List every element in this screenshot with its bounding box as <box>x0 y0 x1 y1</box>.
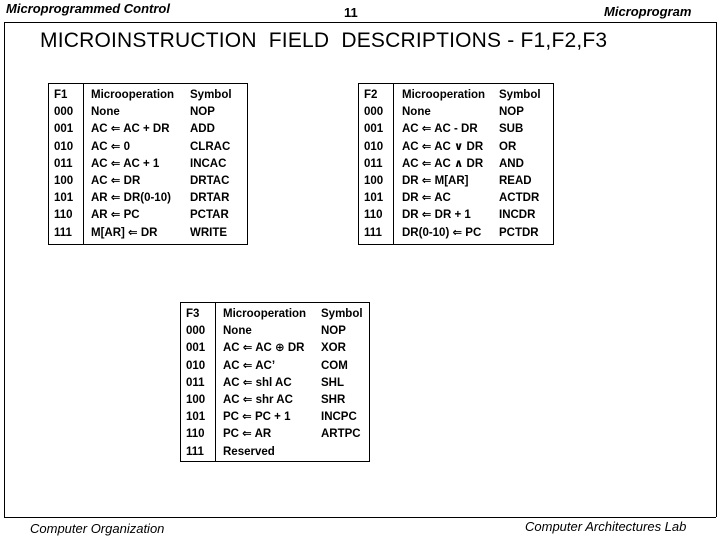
f2-microoperation: DR ⇐ DR + 1 <box>402 209 471 222</box>
f3-symbol: COM <box>321 359 348 372</box>
f2-microoperation: AC ⇐ AC ∧ DR <box>402 157 484 170</box>
f3-code: 111 <box>186 445 204 458</box>
f1-symbol: CLRAC <box>190 140 231 153</box>
f3-symbol: SHL <box>321 376 344 389</box>
f1-symbol-column <box>190 84 232 242</box>
footer-course-name: Computer Organization <box>30 521 165 536</box>
f2-symbol: SUB <box>499 123 524 136</box>
f1-code: 011 <box>54 157 73 170</box>
f2-code: 001 <box>364 123 384 136</box>
f1-symbol: WRITE <box>190 226 228 239</box>
f3-symbol: XOR <box>321 342 346 355</box>
f2-code: 000 <box>364 106 384 119</box>
f3-symbol: SHR <box>321 393 346 406</box>
f2-microoperation: DR ⇐ M[AR] <box>402 174 469 187</box>
header-course-title: Microprogrammed Control <box>6 1 170 16</box>
f2-code: 101 <box>364 192 384 205</box>
f2-symbol: READ <box>499 174 532 187</box>
f1-symbol-header: Symbol <box>190 89 232 101</box>
f1-microoperation: AC ⇐ AC + 1 <box>91 157 160 170</box>
frame-left-border <box>4 22 5 517</box>
footer-divider <box>4 517 716 518</box>
f3-code: 010 <box>186 359 206 372</box>
f2-code: 100 <box>364 174 384 187</box>
f1-microoperation: AR ⇐ PC <box>91 209 140 222</box>
f1-code-column <box>49 84 84 244</box>
f3-microoperation: None <box>223 325 252 338</box>
f3-microoperation: PC ⇐ PC + 1 <box>223 411 291 424</box>
f3-table <box>180 302 370 462</box>
f2-code-header: F2 <box>364 89 378 101</box>
f3-code-column <box>181 303 216 461</box>
f1-code: 001 <box>54 123 74 136</box>
f1-code: 100 <box>54 174 74 187</box>
page-number: 11 <box>344 5 358 20</box>
f3-code-header: F3 <box>186 308 200 320</box>
f1-code: 010 <box>54 140 74 153</box>
f3-microoperation: Reserved <box>223 445 275 458</box>
f1-code: 000 <box>54 106 74 119</box>
f3-code: 001 <box>186 342 206 355</box>
f1-microoperation-header: Microoperation <box>91 89 175 101</box>
f1-symbol: DRTAC <box>190 174 230 187</box>
f1-symbol: PCTAR <box>190 209 229 222</box>
f2-symbol-header: Symbol <box>499 89 541 101</box>
f3-symbol: NOP <box>321 325 346 338</box>
f2-symbol: OR <box>499 140 517 153</box>
f3-symbol <box>321 444 363 461</box>
f1-code: 110 <box>54 209 73 222</box>
f3-microoperation: AC ⇐ AC’ <box>223 359 276 372</box>
f1-microoperation-column <box>91 84 174 242</box>
f2-symbol: AND <box>499 157 524 170</box>
header-divider <box>4 22 716 23</box>
footer-lab-name: Computer Architectures Lab <box>525 519 687 534</box>
f2-microoperation: None <box>402 106 431 119</box>
f2-symbol: NOP <box>499 106 524 119</box>
f3-microoperation: PC ⇐ AR <box>223 428 272 441</box>
f3-code: 011 <box>186 376 205 389</box>
f1-microoperation: AC ⇐ 0 <box>91 140 131 153</box>
f2-code: 011 <box>364 157 383 170</box>
f3-symbol-column <box>321 303 363 461</box>
f2-code-column <box>359 84 394 244</box>
f3-microoperation-column <box>223 303 306 461</box>
f3-microoperation: AC ⇐ shl AC <box>223 376 292 389</box>
f1-code-header: F1 <box>54 89 68 101</box>
f3-code: 101 <box>186 411 206 424</box>
frame-right-border <box>716 22 717 517</box>
f2-microoperation-column <box>402 84 485 242</box>
f2-code: 110 <box>364 209 383 222</box>
f2-microoperation: DR ⇐ AC <box>402 192 451 205</box>
slide-title: MICROINSTRUCTION FIELD DESCRIPTIONS - F1,F2,F3 <box>40 29 608 52</box>
f1-symbol: ADD <box>190 123 215 136</box>
f2-table <box>358 83 554 245</box>
f1-code: 111 <box>54 226 72 239</box>
f2-symbol: ACTDR <box>499 192 540 205</box>
f1-symbol: INCAC <box>190 157 227 170</box>
f2-code: 010 <box>364 140 384 153</box>
f2-code: 111 <box>364 226 382 239</box>
f1-symbol: NOP <box>190 106 215 119</box>
f3-microoperation: AC ⇐ shr AC <box>223 393 293 406</box>
f3-symbol: INCPC <box>321 411 357 424</box>
f1-table <box>48 83 248 245</box>
f2-symbol: PCTDR <box>499 226 539 239</box>
f3-microoperation-header: Microoperation <box>223 308 307 320</box>
f3-symbol-header: Symbol <box>321 308 363 320</box>
f3-code: 110 <box>186 428 205 441</box>
f1-microoperation: None <box>91 106 120 119</box>
f2-microoperation: AC ⇐ AC - DR <box>402 123 478 136</box>
f2-symbol-column <box>499 84 541 242</box>
f2-microoperation-header: Microoperation <box>402 89 486 101</box>
f2-microoperation: DR(0-10) ⇐ PC <box>402 226 482 239</box>
f3-code: 000 <box>186 325 206 338</box>
f1-code: 101 <box>54 192 74 205</box>
f2-symbol: INCDR <box>499 209 536 222</box>
f3-code: 100 <box>186 393 206 406</box>
f1-microoperation: M[AR] ⇐ DR <box>91 226 158 239</box>
f2-microoperation: AC ⇐ AC ∨ DR <box>402 140 484 153</box>
f3-symbol: ARTPC <box>321 428 361 441</box>
f1-microoperation: AC ⇐ AC + DR <box>91 123 170 136</box>
header-section-title: Microprogram <box>604 4 692 19</box>
f1-symbol: DRTAR <box>190 192 230 205</box>
f3-microoperation: AC ⇐ AC ⊕ DR <box>223 342 305 355</box>
f1-microoperation: AR ⇐ DR(0-10) <box>91 192 171 205</box>
f1-microoperation: AC ⇐ DR <box>91 174 141 187</box>
